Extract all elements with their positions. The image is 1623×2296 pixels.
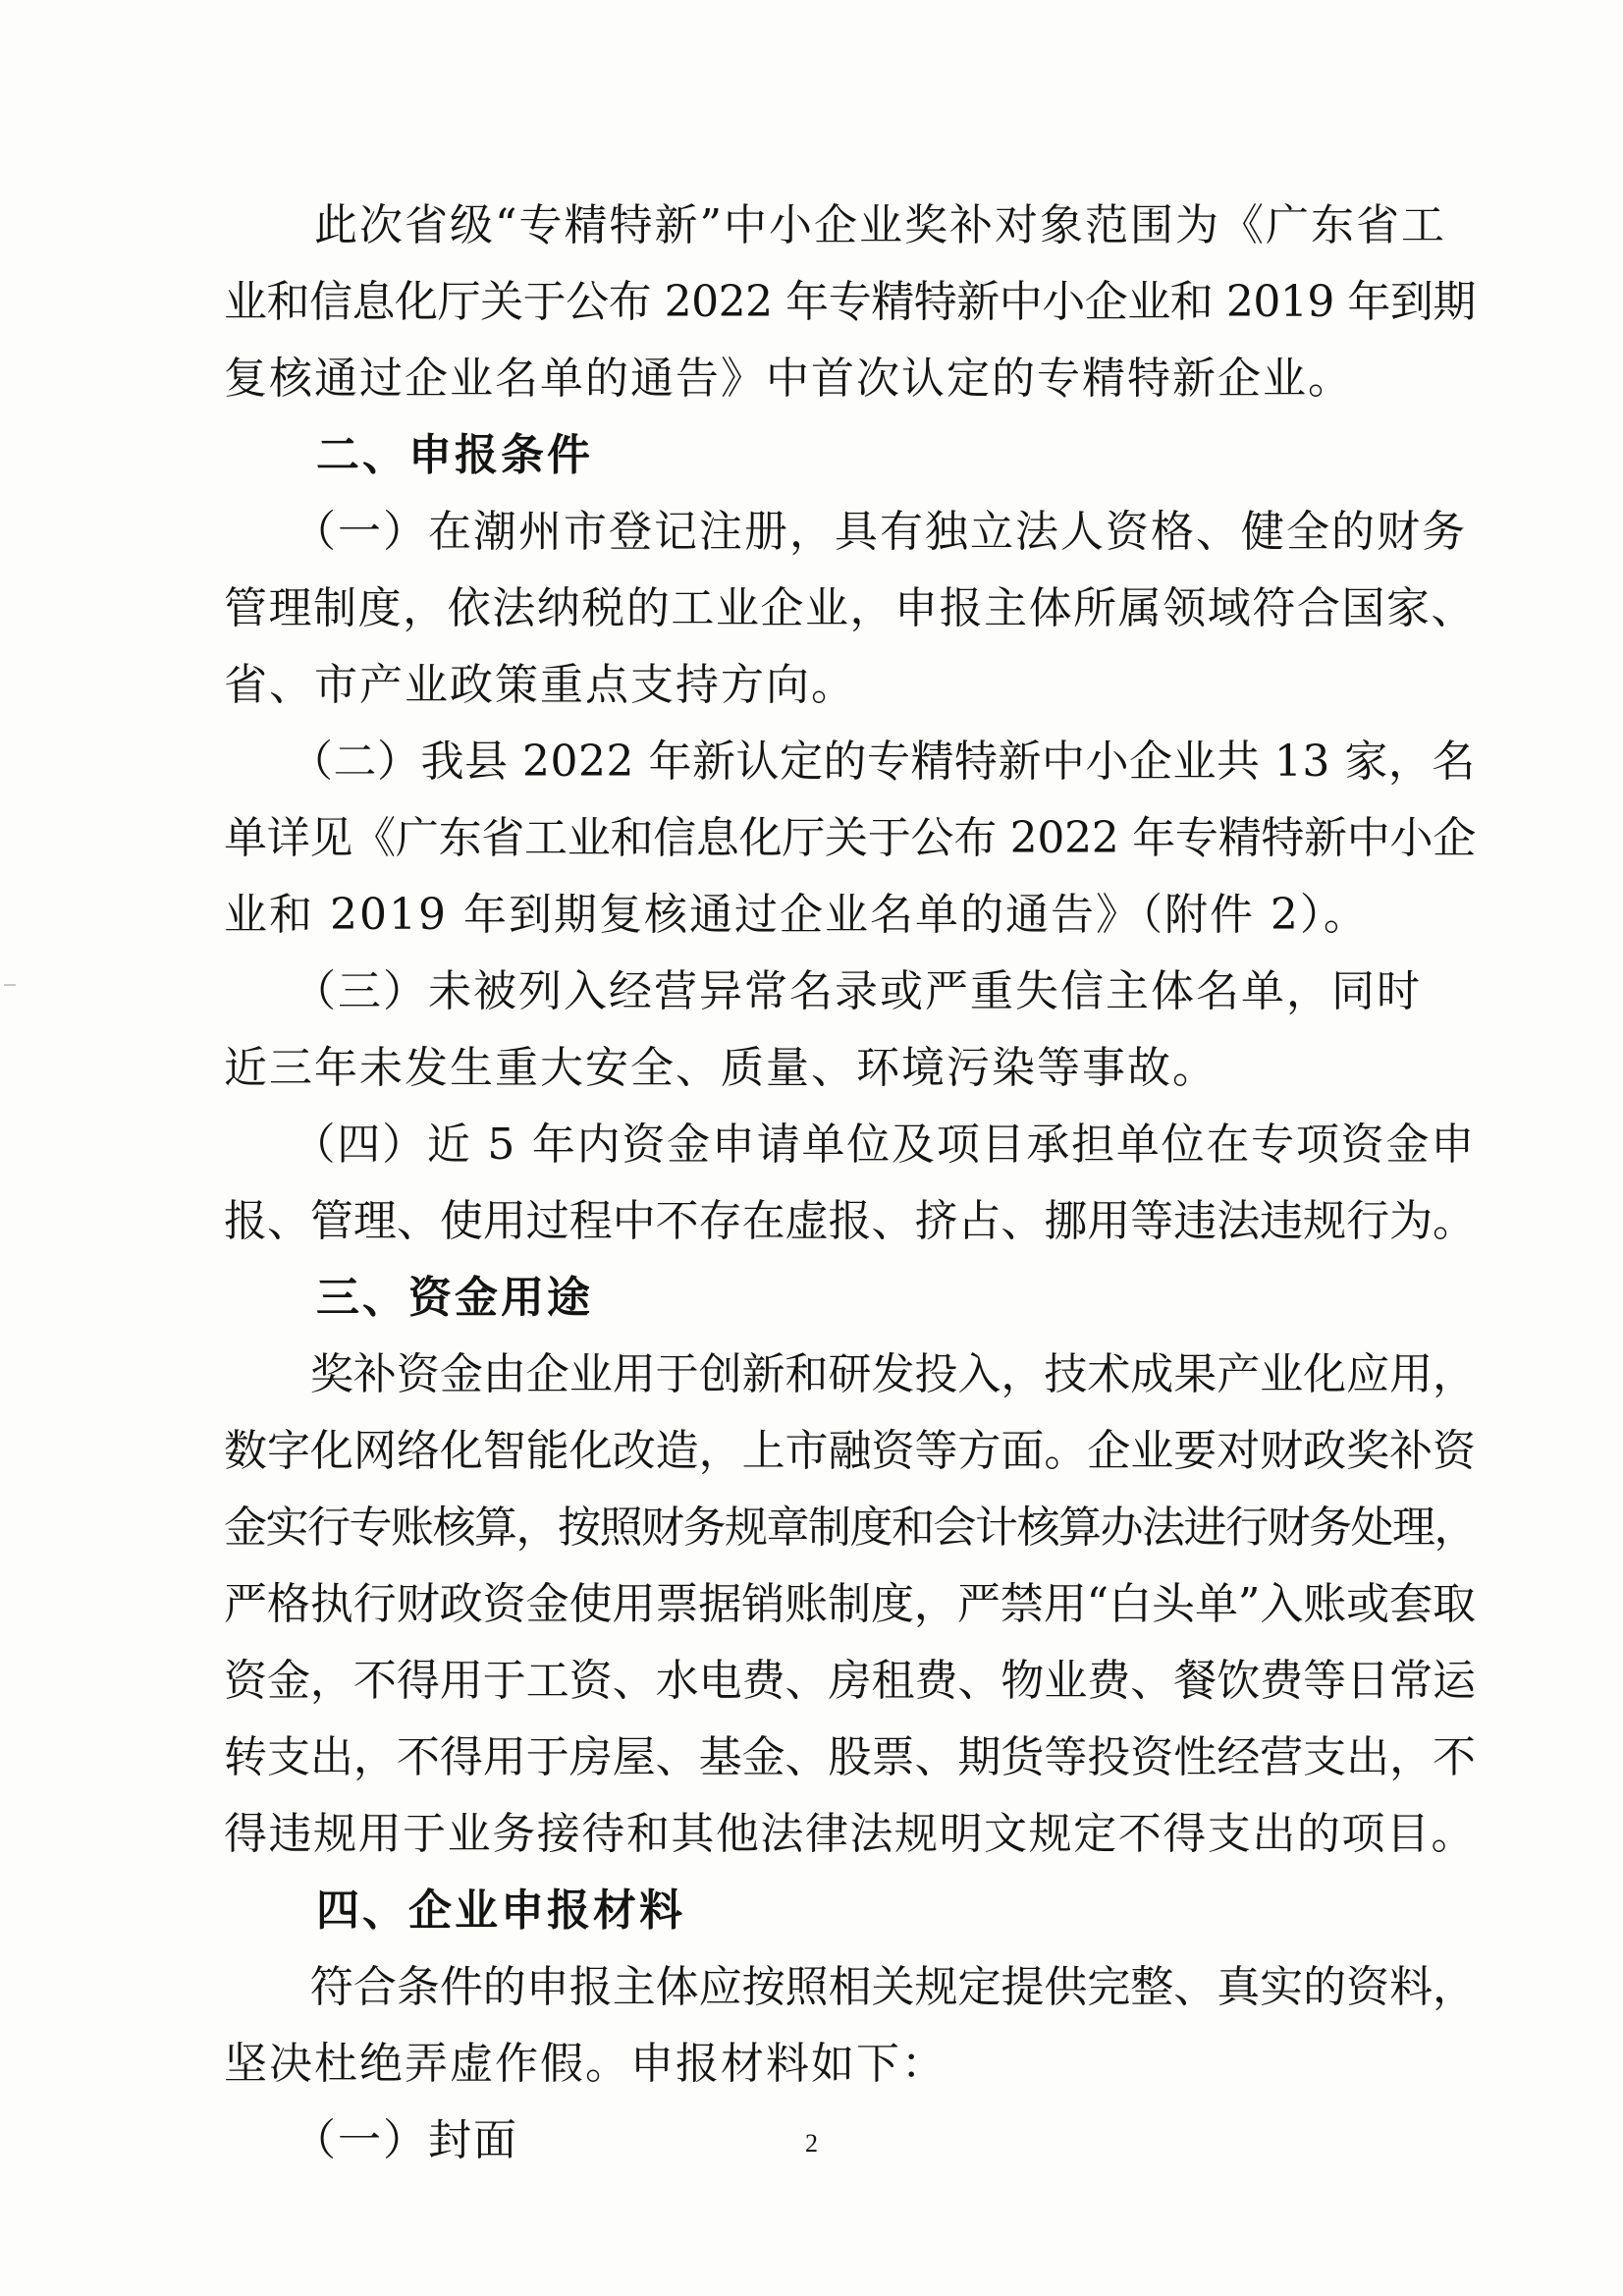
text-line: 坚决杜绝弄虚作假。申报材料如下： [224,2039,947,2089]
text-line: 得违规用于业务接待和其他法律法规明文规定不得支出的项目。 [224,1809,1476,1859]
text-line: 报、管理、使用过程中不存在虚报、挤占、挪用等违法违规行为。 [224,1196,1476,1246]
text-line: 省、市产业政策重点支持方向。 [224,660,856,710]
text-line: （一）封面 [224,2115,518,2165]
text-line: 业和 2019 年到期复核通过企业名单的通告》（附件 2）。 [224,890,1369,940]
text-line: （一）在潮州市登记注册，具有独立法人资格、健全的财务 [224,507,1467,557]
text-line: 近三年未发生重大安全、质量、环境污染等事故。 [224,1043,1217,1093]
text-line: 数字化网络化智能化改造，上市融资等方面。企业要对财政奖补资 [224,1426,1476,1476]
text-line: 管理制度，依法纳税的工业企业，申报主体所属领域符合国家、 [224,583,1476,633]
text-line: 转支出，不得用于房屋、基金、股票、期货等投资性经营支出，不 [224,1732,1476,1782]
text-line: （四）近 5 年内资金申请单位及项目承担单位在专项资金申 [224,1120,1476,1170]
text-line: 符合条件的申报主体应按照相关规定提供完整、真实的资料， [224,1962,1476,2012]
text-line: （三）未被列入经营异常名录或严重失信主体名单，同时 [224,966,1422,1016]
section-heading: 三、资金用途 [224,1273,593,1323]
text-line: 单详见《广东省工业和信息化厅关于公布 2022 年专精特新中小企 [224,813,1476,863]
page-number: 2 [805,2129,818,2158]
section-heading: 二、申报条件 [224,430,593,480]
text-line: （二）我县 2022 年新认定的专精特新中小企业共 13 家，名 [224,737,1476,787]
section-heading: 四、企业申报材料 [224,1886,685,1936]
text-line: 业和信息化厅关于公布 2022 年专精特新中小企业和 2019 年到期 [224,277,1476,327]
text-line: 此次省级“专精特新”中小企业奖补对象范围为《广东省工 [224,200,1446,250]
text-line: 资金，不得用于工资、水电费、房租费、物业费、餐饮费等日常运 [224,1656,1476,1706]
text-line: 严格执行财政资金使用票据销账制度，严禁用“白头单”入账或套取 [224,1579,1476,1629]
text-line: 奖补资金由企业用于创新和研发投入，技术成果产业化应用， [224,1349,1476,1399]
scan-edge-mark [4,984,16,986]
text-line: 复核通过企业名单的通告》中首次认定的专精特新企业。 [224,354,1353,404]
text-line: 金实行专账核算，按照财务规章制度和会计核算办法进行财务处理， [224,1503,1476,1553]
